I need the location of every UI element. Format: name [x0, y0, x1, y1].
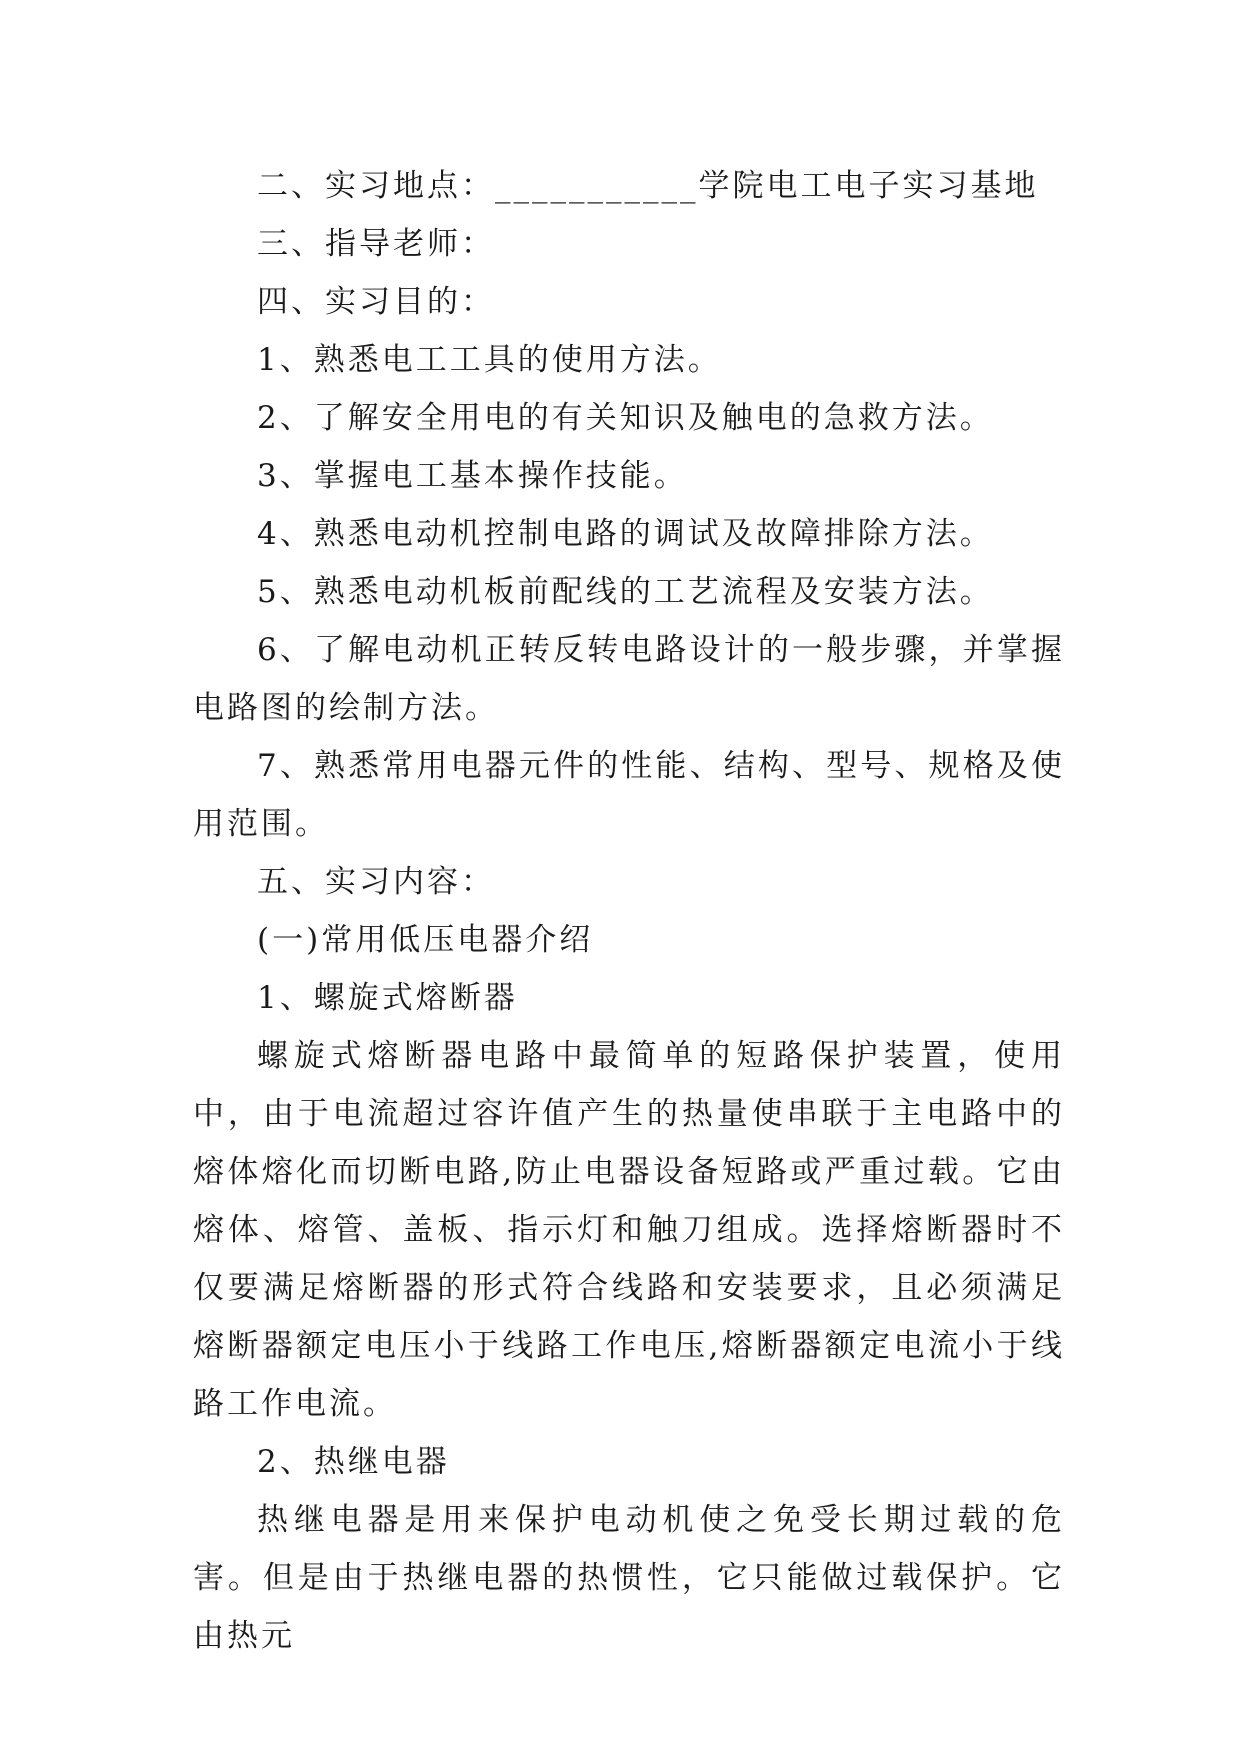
paragraph-purpose-6: 6、了解电动机正转反转电路设计的一般步骤，并掌握电路图的绘制方法。: [193, 632, 1065, 726]
paragraph-purpose-2: 2、了解安全用电的有关知识及触电的急救方法。: [257, 400, 994, 436]
paragraph-relay-body: 热继电器是用来保护电动机使之免受长期过载的危害。但是由于热继电器的热惯性，它只能做过载保护。它由热元: [193, 1502, 1065, 1654]
paragraph-section-low-voltage: (一)常用低压电器介绍: [257, 922, 594, 958]
paragraph-fuse-heading: 1、螺旋式熔断器: [257, 980, 518, 1016]
paragraph-practice-location: 二、实习地点：___________学院电工电子实习基地: [257, 168, 1039, 204]
paragraph-purpose-heading: 四、实习目的：: [257, 284, 495, 320]
paragraph-content-heading: 五、实习内容：: [257, 864, 495, 900]
paragraph-purpose-4: 4、熟悉电动机控制电路的调试及故障排除方法。: [257, 516, 994, 552]
paragraph-fuse-body: 螺旋式熔断器电路中最简单的短路保护装置，使用中，由于电流超过容许值产生的热量使串联于主电路中的熔体熔化而切断电路,防止电器设备短路或严重过载。它由熔体、熔管、盖板、指示灯和触刀组成。选择熔断器时不仅要满足熔断器的形式符合线路和安装要求，且必须满足熔断器额定电压小于线路工作电压,熔断器额定电流小于线路工作电流。: [193, 1038, 1065, 1422]
paragraph-purpose-3: 3、掌握电工基本操作技能。: [257, 458, 688, 494]
paragraph-purpose-5: 5、熟悉电动机板前配线的工艺流程及安装方法。: [257, 574, 994, 610]
paragraph-purpose-7: 7、熟悉常用电器元件的性能、结构、型号、规格及使用范围。: [193, 748, 1065, 842]
document-body: [193, 157, 1065, 1665]
paragraph-purpose-1: 1、熟悉电工工具的使用方法。: [257, 342, 722, 378]
paragraph-instructor: 三、指导老师：: [257, 226, 495, 262]
paragraph-relay-heading: 2、热继电器: [257, 1444, 450, 1480]
